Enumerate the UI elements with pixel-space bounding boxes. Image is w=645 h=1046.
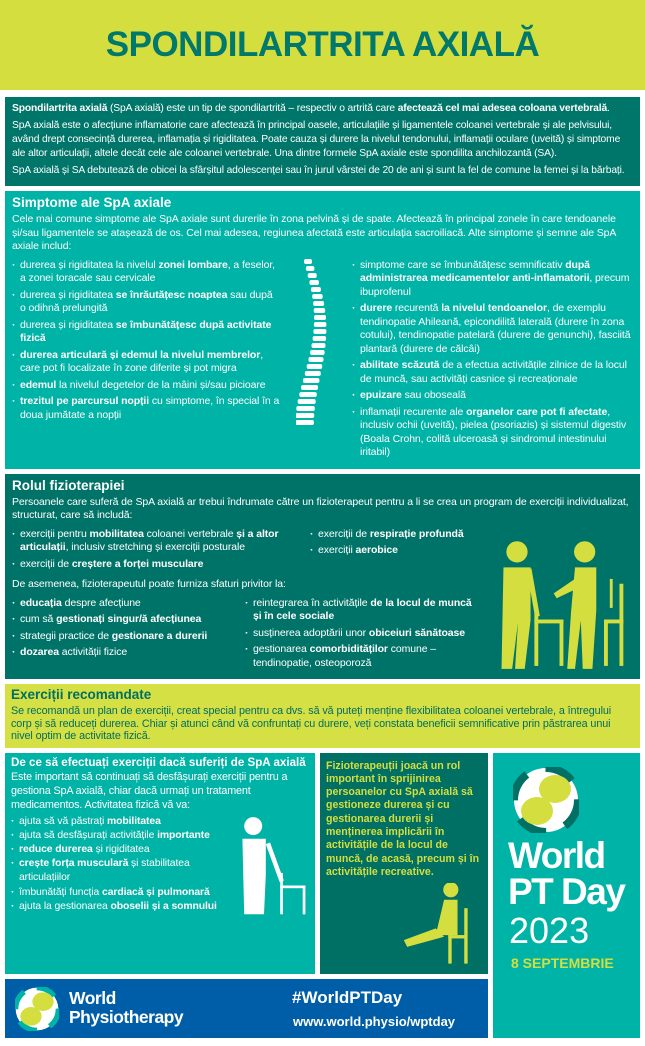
- emphasis-text: edemul: [20, 378, 57, 391]
- text: comune – tendinopatie, osteoporoză: [253, 643, 437, 669]
- emphasis-text: organelor care pot fi afectate: [466, 405, 608, 418]
- text: și rigiditatea: [92, 843, 150, 855]
- text: reintegrarea în activitățile: [253, 596, 371, 609]
- text: îmbunătăți funcția: [19, 886, 103, 898]
- text: , de exemplu tendinopatie Ahileană, epicondilită laterală (durere în zona cotului), tendinopatie patelară (durere de genunchi), fasciită plantară (durere de călcâi): [360, 302, 631, 355]
- list-item: [352, 406, 633, 460]
- vertebra: [305, 371, 321, 376]
- symptoms-list-left: [12, 259, 280, 463]
- vertebra: [304, 259, 312, 264]
- vertebra: [314, 315, 326, 320]
- role-intro: Persoanele care suferă de SpA axială ar trebui îndrumate către un fizioterapeut pentru a li se crea un program de exerciții individualizat, structurat, care să includă:: [12, 495, 629, 521]
- text: , care pot fi localizate în zone diferite și pot migra: [20, 348, 264, 374]
- vertebra: [296, 413, 314, 418]
- physio-role-callout: [320, 753, 488, 975]
- emphasis-text: respirație profundă: [369, 527, 464, 540]
- text: exerciții de: [318, 527, 370, 540]
- role-lists: [12, 528, 480, 674]
- symptoms-heading: Simptome ale SpA axiale: [12, 195, 172, 210]
- exercise-list-left: [12, 528, 302, 575]
- text: recurentă: [392, 302, 442, 314]
- list-item: [11, 843, 233, 857]
- vertebra: [313, 329, 326, 334]
- list-item: [12, 613, 237, 627]
- text: durerea și rigiditatea: [20, 318, 116, 331]
- text: .: [607, 103, 610, 114]
- emphasis-text: mobilitatea: [89, 527, 144, 540]
- vertebra: [299, 392, 317, 397]
- text: sau după o odihnă prelungită: [20, 288, 273, 314]
- vertebra: [312, 294, 323, 299]
- org-name: World Physiotherapy: [69, 988, 184, 1028]
- world-physiotherapy-logo-icon: [15, 987, 59, 1031]
- emphasis-text: gestionare a durerii: [111, 629, 208, 642]
- emphasis-text: și a altor articulații: [20, 527, 279, 553]
- emphasis-text: mobilitatea: [107, 815, 161, 827]
- text: inflamații recurente ale: [360, 405, 467, 418]
- emphasis-text: zonei lombare: [158, 258, 228, 271]
- advice-list-left: [12, 597, 237, 674]
- emphasis-text: importante: [157, 829, 210, 841]
- intro-section: [5, 97, 640, 186]
- role-body: [12, 528, 633, 674]
- list-item: [12, 630, 237, 644]
- list-item: [12, 319, 280, 346]
- event-date: 8 SEPTEMBRIE: [511, 954, 614, 971]
- list-item: [352, 359, 633, 386]
- content: [0, 90, 645, 1046]
- emphasis-text: cardiacă și pulmonară: [102, 886, 210, 898]
- hashtag: #WorldPTDay: [292, 988, 403, 1008]
- text: durerea și rigiditatea la nivelul: [20, 258, 159, 271]
- emphasis-text: durerea articulară și edemul la nivelul membrelor: [20, 348, 261, 361]
- text: și stabilitatea articulațiilor: [19, 858, 190, 884]
- text: SpA axială este o afecțiune inflamatorie care afectează în principal oasele, articulațiile și ligamentele coloanei vertebrale și ale pelvisului, având drept consecință durerea, inflamația și rigiditatea. Poate cauza și durere la nivelul tendonului, inflamații oculare (uveită) și simptome ale altor articulații, altele decât cele ale coloanei vertebrale. Una dintre formele SpA axiale este spondilita anchilozantă (SA).: [12, 120, 621, 159]
- emphasis-text: după administrarea medicamentelor anti-inflamatorii: [360, 258, 590, 284]
- text: durerea și rigiditatea: [20, 288, 116, 301]
- advice-columns: [12, 597, 480, 674]
- why-heading: De ce să efectuați exerciții dacă suferiți de SpA axială: [11, 755, 306, 769]
- symptoms-intro: Cele mai comune simptome ale SpA axiale sunt durerile în zona pelvină și de spate. Afectează în principal zonele în care tendoanele și/sau ligamentele se atașează de os. Cel mai adesea, regiunea afectată este articulația sacroiliacă. Alte simptome și semne ale SpA axiale includ:: [12, 213, 616, 252]
- person-with-cane-illustration: [237, 815, 309, 920]
- intro-paragraph: [12, 102, 633, 116]
- text: , a feselor, a zonei toracale sau cervicale: [20, 258, 275, 284]
- vertebra: [310, 350, 325, 355]
- emphasis-text: comorbidităților: [309, 643, 388, 655]
- list-item: [352, 302, 633, 356]
- list-item: [11, 829, 233, 843]
- why-body: [11, 815, 309, 920]
- text: simptome care se îmbunătățesc semnificativ: [360, 258, 566, 271]
- text: (SpA axială) este un tip de spondilartrită – respectiv o artrită care: [107, 103, 398, 114]
- emphasis-text: abilitate scăzută: [360, 359, 440, 371]
- text: SpA axială și SA debutează de obicei la sfârșitul adolescenței sau în jurul vârstei de 20 de ani și sunt la fel de comune la femei și la bărbați.: [12, 165, 625, 176]
- vertebra: [309, 280, 319, 285]
- world-pt-day-panel: [493, 753, 640, 1039]
- symptoms-section: [5, 191, 640, 469]
- text: ajuta la gestionarea: [19, 900, 111, 912]
- emphasis-text: reduce durerea: [19, 843, 93, 855]
- emphasis-text: aerobice: [355, 544, 398, 556]
- people-exercising-illustration: [488, 538, 633, 673]
- callout-text: Fizioterapeuții joacă un rol important în sprijinirea persoanelor cu SpA axială să gestioneze durerea și cu gestionarea durerii și menținerea implicării în activitățile de la locul de muncă, de acasă, precum și în activitățile recreative.: [326, 759, 480, 878]
- list-item: [12, 646, 237, 660]
- vertebra: [301, 385, 318, 390]
- recommended-exercises-section: [5, 684, 640, 748]
- emphasis-text: educația: [20, 596, 62, 609]
- vertebra: [307, 364, 323, 369]
- intro-paragraph: [12, 164, 633, 178]
- emphasis-text: se înrăutățesc noaptea: [115, 288, 228, 301]
- text: exerciții: [318, 544, 356, 556]
- year: 2023: [509, 909, 590, 951]
- vertebra: [296, 420, 314, 425]
- text: exerciții de: [20, 557, 72, 570]
- why-exercise-section: [5, 753, 315, 975]
- vertebra: [308, 357, 323, 362]
- emphasis-text: obiceiuri sănătoase: [368, 626, 466, 639]
- text: ajuta să vă păstrați: [19, 815, 108, 827]
- list-item: [352, 259, 633, 300]
- list-item: [245, 597, 480, 624]
- vertebra: [314, 322, 327, 327]
- emphasis-text: de la locul de muncă și în cele sociale: [253, 596, 472, 622]
- text: , inclusiv ochii (uveită), pielea (psoriazis) și sistemul digestiv (Boala Crohn, colită ulceroasă și sindromul intestinului iritabil): [360, 405, 627, 458]
- list-item: [12, 349, 280, 376]
- vertebra: [308, 273, 317, 278]
- list-item: [245, 643, 480, 670]
- emphasis-text: se îmbunătățesc după activitate fizică: [20, 318, 272, 344]
- text: sau oboseală: [401, 389, 466, 401]
- list-item: [11, 886, 233, 900]
- list-item: [12, 558, 302, 572]
- list-item: [12, 597, 237, 611]
- vertebra: [306, 266, 315, 271]
- vertebra: [314, 308, 326, 313]
- bottom-area: [5, 753, 640, 1039]
- text: cu simptome, în special în a doua jumătate a nopții: [20, 395, 280, 421]
- vertebra: [313, 336, 327, 341]
- symptoms-list-right: [352, 259, 633, 463]
- text: coloanei vertebrale: [143, 527, 237, 540]
- physio-role-section: [5, 474, 640, 680]
- list-item: [12, 289, 280, 316]
- text: , inclusiv stretching și exerciții posturale: [65, 541, 246, 553]
- list-item: [310, 544, 480, 558]
- title-banner: [0, 0, 645, 90]
- emphasis-text: la nivelul tendoanelor: [441, 302, 547, 314]
- list-item: [12, 259, 280, 286]
- list-item: [12, 379, 280, 393]
- vertebra: [298, 399, 316, 404]
- text: despre afecțiune: [61, 596, 141, 609]
- text: de a efectua activitățile zilnice de la locul de muncă, sau activități casnice și recreaționale: [360, 359, 627, 385]
- symptoms-columns: [12, 259, 633, 463]
- exercises-heading: Exerciții recomandate: [11, 687, 152, 702]
- list-item: [12, 528, 302, 555]
- text: activității fizice: [58, 646, 128, 658]
- text: gestionarea: [253, 643, 310, 655]
- vertebra: [311, 343, 325, 348]
- emphasis-text: epuizare: [360, 389, 402, 401]
- advice-list-right: [245, 597, 480, 674]
- text: strategii practice de: [20, 629, 112, 642]
- world-pt-day-title: World PT Day: [508, 834, 625, 912]
- text: cum să: [20, 613, 57, 625]
- text: ajuta să desfășurați activitățile: [19, 829, 158, 841]
- seated-person-illustration: [402, 883, 482, 967]
- emphasis-text: trezitul pe parcursul nopții: [20, 395, 150, 407]
- text: la nivelul degetelor de la mâini și/sau picioare: [56, 378, 266, 391]
- intro-paragraph: [12, 119, 633, 161]
- list-item: [11, 815, 233, 829]
- emphasis-text: creștere a forței musculare: [71, 557, 204, 570]
- emphasis-text: crește forța musculară: [19, 858, 129, 870]
- list-item: [12, 395, 280, 422]
- vertebra: [303, 378, 320, 383]
- emphasis-text: gestionați singur/ă afecțiunea: [56, 613, 202, 625]
- why-intro: Este important să continuați să desfășurați exerciții pentru a gestiona SpA axială, chiar dacă urmați un tratament medicamentos. Activitatea fizică vă va:: [11, 770, 288, 811]
- exercise-columns: [12, 528, 480, 575]
- text: susținerea adoptării unor: [253, 626, 369, 639]
- emphasis-text: durere: [360, 302, 393, 314]
- advice-intro: De asemenea, fizioterapeutul poate furniza sfaturi privitor la:: [12, 578, 286, 590]
- emphasis-text: dozarea: [20, 646, 59, 658]
- vertebra: [311, 287, 321, 292]
- list-item: [11, 900, 233, 914]
- text: , precum ibuprofenul: [360, 272, 630, 298]
- exercises-text: Se recomandă un plan de exerciții, creat special pentru ca dvs. să vă puteți menține flexibilitatea coloanei vertebrale, a întregului corp și să reduceți durerea. Chiar și atunci când vă confruntați cu durere, veți constata beneficii semnificative prin păstrarea unui nivel optim de activitate fizică.: [11, 705, 612, 742]
- spine-illustration: [296, 259, 336, 429]
- list-item: [245, 627, 480, 641]
- page-title: SPONDILARTRITA AXIALĂ: [105, 25, 540, 64]
- exercise-list-right: [310, 528, 480, 575]
- list-item: [310, 528, 480, 542]
- list-item: [11, 857, 233, 885]
- website-link[interactable]: www.world.physio/wptday: [293, 1014, 456, 1030]
- emphasis-text: oboselii și a somnului: [110, 900, 217, 912]
- list-item: [352, 389, 633, 403]
- role-heading: Rolul fizioterapiei: [12, 477, 125, 493]
- footer-banner: [5, 979, 488, 1038]
- vertebra: [296, 406, 315, 411]
- emphasis-text: afectează cel mai adesea coloana vertebrală: [397, 103, 608, 114]
- emphasis-text: Spondilartrita axială: [12, 103, 108, 114]
- why-list: [11, 815, 233, 920]
- vertebra: [313, 301, 324, 306]
- text: exerciții pentru: [20, 527, 90, 540]
- world-physio-logo-icon: [513, 767, 579, 833]
